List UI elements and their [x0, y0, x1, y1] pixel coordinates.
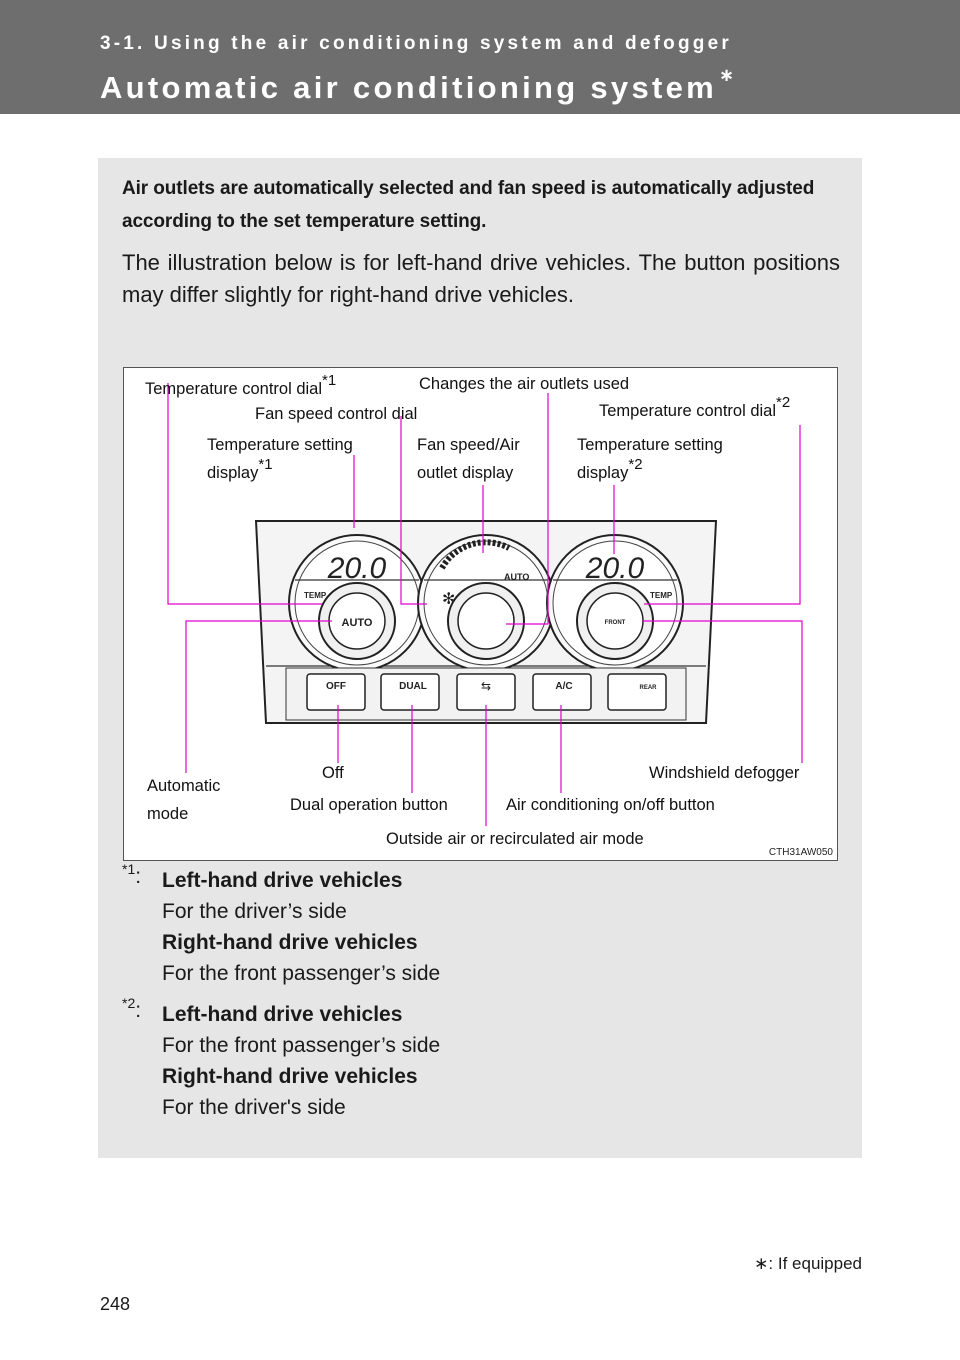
center-fan-dial: [418, 535, 554, 671]
if-equipped-mark: ∗: [719, 64, 738, 85]
note-1-mark: $^{*1}$:: [122, 861, 142, 888]
if-equipped-footnote: ∗: If equipped: [754, 1254, 862, 1273]
note-2-text-2: For the driver's side: [162, 1096, 346, 1119]
dual-button-label: DUAL: [399, 681, 427, 692]
label-automatic-mode: Automatic mode: [147, 777, 221, 823]
note-2-text-1: For the front passenger’s side: [162, 1034, 441, 1057]
description-text: The illustration below is for left-hand drive vehicles. The button positions may differ slightly for right-hand drive vehicles.: [122, 250, 840, 307]
ac-button-label: A/C: [555, 681, 573, 692]
note-1-heading-2: Right-hand drive vehicles: [162, 931, 418, 954]
right-temp-label: TEMP: [650, 591, 673, 600]
figure-id: CTH31AW050: [768, 847, 833, 858]
rear-button-label: REAR: [639, 685, 657, 691]
off-button: [307, 674, 365, 710]
right-temp-dial: [547, 535, 683, 671]
left-temp-dial: [289, 535, 425, 671]
right-temp-readout: 20.0: [585, 552, 645, 585]
section-heading: 3-1. Using the air conditioning system and defogger: [100, 33, 732, 54]
ac-button: [533, 674, 591, 710]
note-2-heading-2: Right-hand drive vehicles: [162, 1065, 418, 1088]
label-fan-display: Fan speed/Air outlet display: [417, 436, 520, 482]
note-1-heading-1: Left-hand drive vehicles: [162, 869, 403, 892]
rear-defog-button: [608, 674, 666, 710]
figure-climate-panel: [123, 367, 838, 861]
label-temp-dial-2: Temperature control dial$^{*2}$: [599, 394, 791, 420]
label-temp-display-1: Temperature setting display$^{*1}$: [207, 436, 353, 482]
label-changes-outlets: Changes the air outlets used: [419, 375, 630, 393]
off-button-label: OFF: [326, 681, 346, 692]
note-2-mark: $^{*2}$:: [122, 995, 142, 1022]
intro-text: Air outlets are automatically selected and fan speed is automatically adjusted according to the set temperature setting.: [122, 178, 815, 232]
label-temp-dial-1: Temperature control dial$^{*1}$: [145, 372, 337, 398]
left-temp-readout: 20.0: [327, 552, 387, 585]
page-title-text: Automatic air conditioning system: [100, 70, 718, 105]
left-temp-label: TEMP: [304, 591, 327, 600]
page-number: 248: [100, 1294, 131, 1314]
page-header: [0, 0, 960, 114]
note-2: [122, 995, 822, 1123]
note-1-text-1: For the driver’s side: [162, 900, 347, 923]
label-outside-air: Outside air or recirculated air mode: [386, 830, 644, 848]
fan-icon: ✻: [442, 589, 456, 608]
front-defog-label: FRONT: [604, 620, 626, 626]
label-ac-button: Air conditioning on/off button: [506, 796, 715, 814]
label-dual-button: Dual operation button: [290, 796, 448, 814]
label-off: Off: [322, 764, 344, 782]
label-windshield-defogger: Windshield defogger: [649, 764, 800, 782]
fan-display-auto: AUTO: [504, 572, 530, 582]
dual-button: [381, 674, 439, 710]
label-fan-speed-dial: Fan speed control dial: [255, 405, 418, 423]
page-title: [100, 64, 738, 106]
note-1-text-2: For the front passenger’s side: [162, 962, 441, 985]
auto-button-label: AUTO: [341, 617, 373, 629]
recirc-icon: ⇆: [480, 679, 492, 693]
notes-list: [122, 861, 822, 1133]
note-2-heading-1: Left-hand drive vehicles: [162, 1003, 403, 1026]
label-temp-display-2: Temperature setting display$^{*2}$: [577, 436, 723, 482]
note-1: [122, 861, 822, 989]
